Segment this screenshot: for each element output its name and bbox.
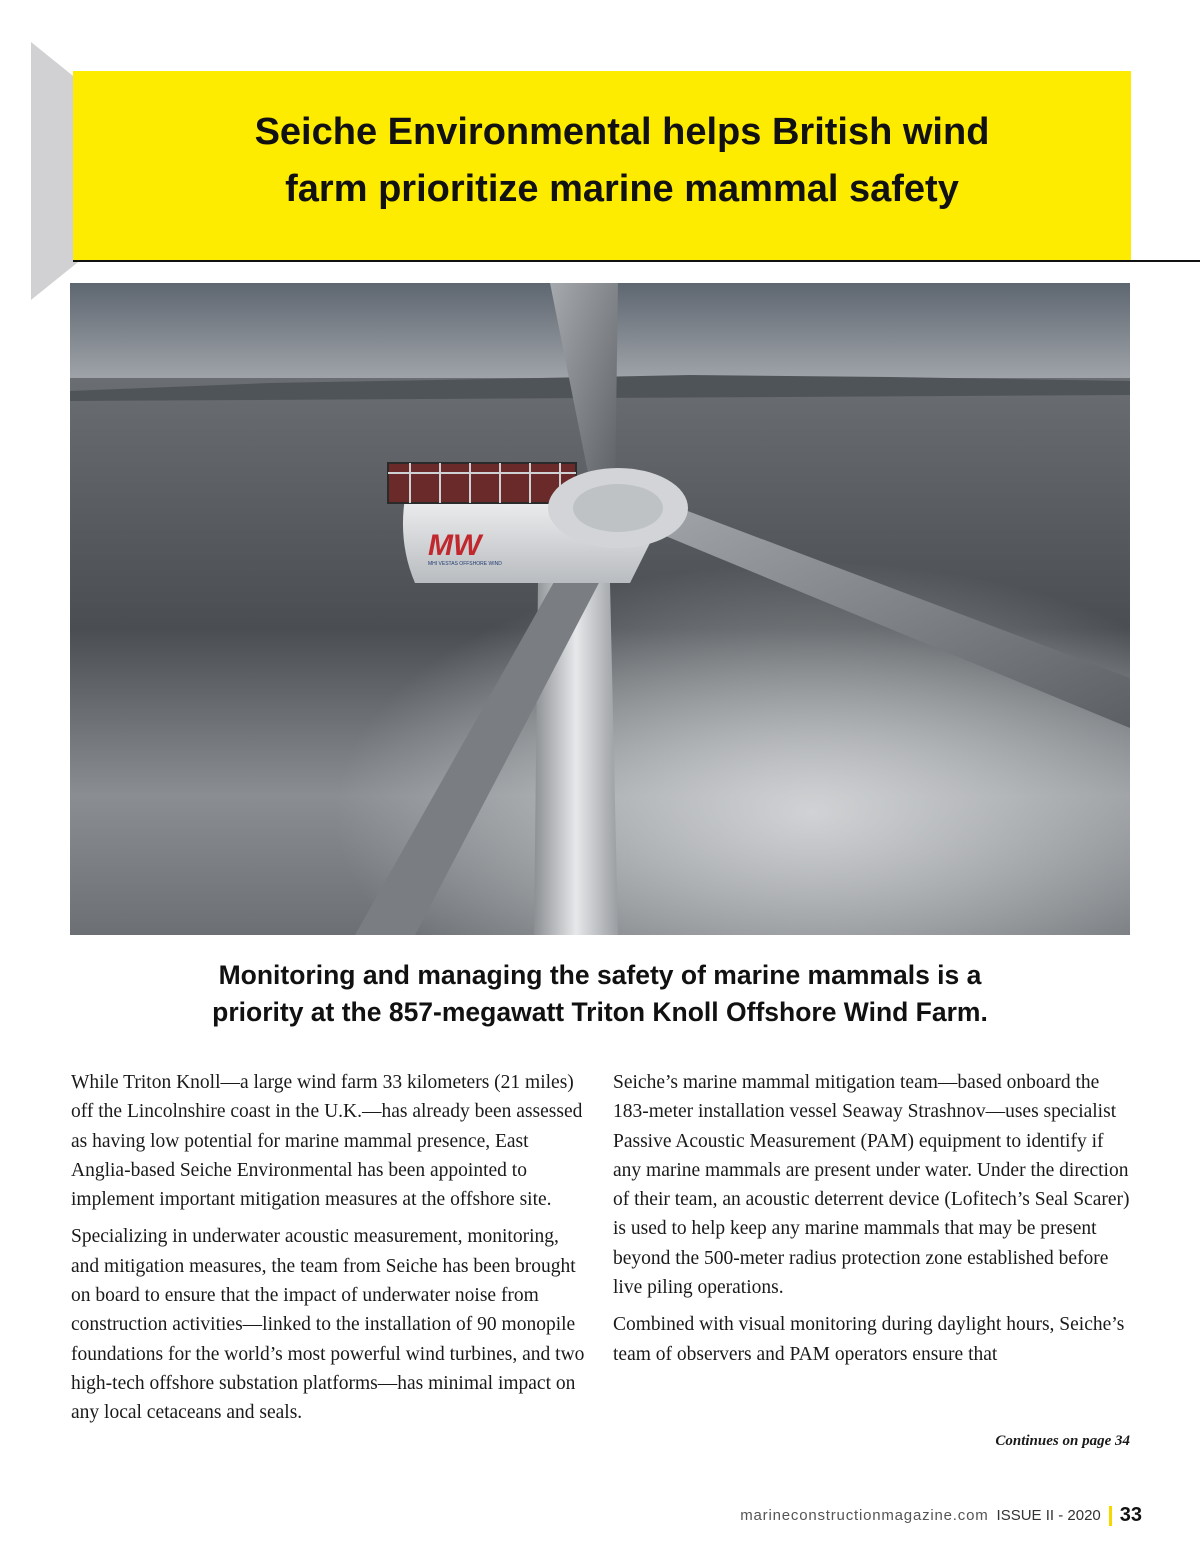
paragraph: While Triton Knoll—a large wind farm 33 kilometers (21 miles) off the Lincolnshire coast in the U.K.—has already been assessed as having low potential for marine mammal presence, East Anglia-based Seiche Environmental has been appointed to implement important mitigation measures at the offshore site. xyxy=(71,1072,583,1211)
headline-line-1: Seiche Environmental helps British wind xyxy=(254,111,990,153)
wind-turbine-photo xyxy=(70,283,1130,935)
page-title xyxy=(150,104,1094,218)
paragraph: Seiche’s marine mammal mitigation team—based onboard the 183-meter installation vessel Seaway Strashnov—uses specialist Passive Acoustic Measurement (PAM) equipment to identify if any marine mammals are present under water. Under the direction of their team, an acoustic deterrent device (Lofitech’s Seal Scarer) is used to help keep any marine mammals that may be present beyond the 500-meter radius protection zone established before live piling operations. xyxy=(613,1072,1130,1299)
footer-divider xyxy=(1109,1506,1112,1526)
nacelle-logo-text: MHI VESTAS OFFSHORE WIND xyxy=(428,561,502,567)
headline-rule xyxy=(73,260,1200,262)
continues-note: Continues on page 34 xyxy=(995,1433,1130,1449)
footer-issue: ISSUE II - 2020 xyxy=(996,1507,1101,1524)
article-column-1 xyxy=(71,1068,591,1436)
page-footer xyxy=(740,1504,1142,1527)
paragraph: Specializing in underwater acoustic measurement, monitoring, and mitigation measures, the team from Seiche has been brought on board to ensure that the impact of underwater noise from construction activities—linked to the installation of 90 monopile foundations for the world’s most powerful wind turbines, and two high-tech offshore substation platforms—has minimal impact on any local cetaceans and seals. xyxy=(71,1226,585,1424)
deck-line-1: Monitoring and managing the safety of marine mammals is a xyxy=(218,960,982,990)
svg-text:MW: MW xyxy=(428,529,482,562)
article-column-2 xyxy=(613,1068,1133,1377)
headline-line-2: farm prioritize marine mammal safety xyxy=(285,168,959,210)
paragraph: Combined with visual monitoring during daylight hours, Seiche’s team of observers and PAM operators ensure that xyxy=(613,1314,1125,1365)
footer-site: marineconstructionmagazine.com xyxy=(740,1507,989,1524)
page-number: 33 xyxy=(1119,1504,1142,1526)
deck-subtitle xyxy=(110,957,1090,1031)
deck-line-2: priority at the 857-megawatt Triton Knoll Offshore Wind Farm. xyxy=(212,997,988,1027)
